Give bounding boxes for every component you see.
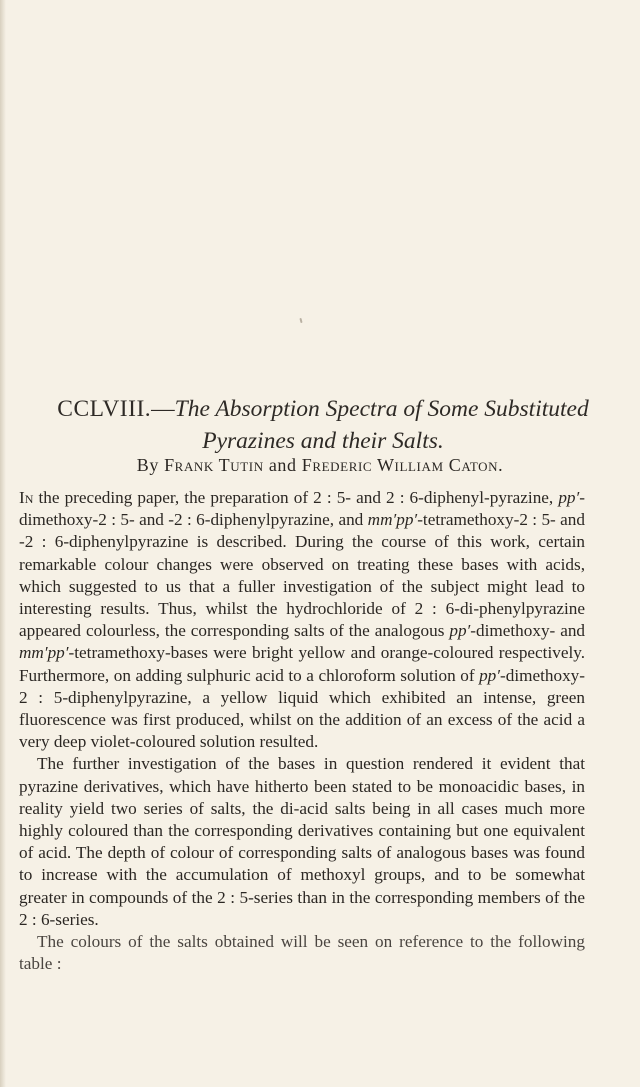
paragraph-1-italic-a: pp′ <box>558 488 580 507</box>
paragraph-1-text-c: -tetramethoxy-2 : 5- and -2 : 6-diphenylpyrazine is described. During the course of this work, certain remarkable colour changes were observed on treating these bases with acids, which suggested to us that a fuller investigation of the subject might lead to interesting results. Thus, whilst the hydrochloride of 2 : 6-di-phenylpyrazine appeared colourless, the corresponding salts of the analogous <box>19 510 585 641</box>
paragraph-1-text-b: -dimethoxy-2 : 5- and -2 : 6-diphenylpyrazine, and <box>19 488 585 530</box>
paper-speck <box>299 318 302 323</box>
paragraph-1-text-f: -dimethoxy-2 : 5-diphenylpyrazine, a yellow liquid which exhibited an intense, green fluorescence was first produced, whilst on the addition of an excess of the acid a very deep violet-coloured solution resulted. <box>19 665 585 752</box>
paragraph-3: The colours of the salts obtained will be seen on reference to the following table : <box>19 932 585 974</box>
article-body <box>19 487 585 975</box>
paragraph-1-text-e: -tetramethoxy-bases were bright yellow and orange-coloured respectively. Furthermore, on adding sulphuric acid to a chloroform solution of <box>19 643 585 685</box>
byline-by: By <box>136 455 159 475</box>
title-text-line-1: The Absorption Spectra of Some Substituted <box>174 396 589 422</box>
paragraph-1-italic-b: mm′pp′ <box>367 510 418 530</box>
paragraph-1-text-a: the preceding paper, the preparation of 2 : 5- and 2 : 6-diphenyl-pyrazine, <box>33 488 559 507</box>
paragraph-1-italic-d: mm′pp′ <box>19 643 69 663</box>
author-1: Frank Tutin <box>164 455 264 475</box>
page-edge-shadow <box>0 0 6 1087</box>
paragraph-1 <box>19 487 585 753</box>
paragraph-1-opening: In <box>19 488 34 507</box>
title-text-line-2: Pyrazines and their Salts. <box>202 428 444 454</box>
byline-and: and <box>268 455 297 475</box>
paragraph-1-italic-c: pp′ <box>449 621 471 641</box>
paragraph-1-italic-e: pp′ <box>479 665 501 685</box>
author-2: Frederic William Caton. <box>301 455 504 475</box>
title-line-2 <box>18 425 628 457</box>
byline <box>0 455 640 476</box>
paragraph-1-text-d: -dimethoxy- and <box>470 621 586 641</box>
title-line-1 <box>18 393 628 425</box>
title-number: CCLVIII. <box>57 396 152 422</box>
article-title <box>18 393 628 457</box>
paragraph-2: The further investigation of the bases in question rendered it evident that pyrazine derivatives, which have hitherto been stated to be monoacidic bases, in reality yield two series of salts, the di-acid salts being in all cases much more highly coloured than the corresponding derivatives containing but one equivalent of acid. The depth of colour of corresponding salts of analogous bases was found to increase with the accumulation of methoxyl groups, and to be somewhat greater in compounds of the 2 : 5-series than in the corresponding members of the 2 : 6-series. <box>19 754 585 929</box>
title-dash: — <box>151 396 175 422</box>
